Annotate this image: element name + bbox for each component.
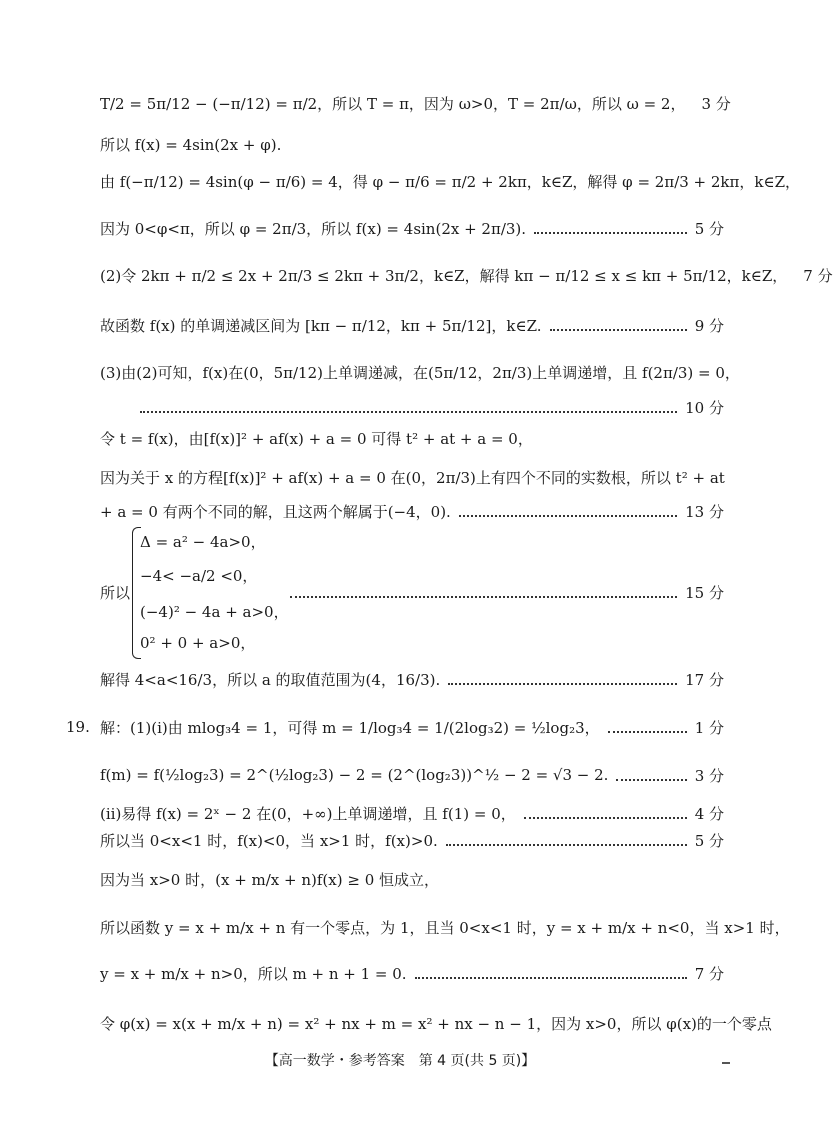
solution-line: + a = 0 有两个不同的解，且这两个解属于(−4，0). 13 分 (100, 502, 724, 521)
solution-line: 所以函数 y = x + m/x + n 有一个零点，为 1，且当 0<x<1 时，y = x + m/x + n<0，当 x>1 时， (100, 918, 790, 937)
system-condition: 0² + 0 + a>0， (140, 634, 256, 652)
corner-mark (722, 1062, 730, 1064)
score-mark: 10 分 (685, 398, 724, 417)
score-mark: 5 分 (694, 219, 724, 238)
leader-dots (524, 816, 687, 819)
solution-line: 所以 f(x) = 4sin(2x + φ). (100, 135, 282, 154)
solution-line: 因为当 x>0 时，(x + m/x + n)f(x) ≥ 0 恒成立， (100, 870, 440, 889)
leader-dots (459, 514, 677, 517)
solution-line: y = x + m/x + n>0，所以 m + n + 1 = 0. 7 分 (100, 964, 724, 983)
problem-number: 19. (66, 718, 90, 736)
solution-line: 因为 0<φ<π，所以 φ = 2π/3，所以 f(x) = 4sin(2x + 2π/3). 5 分 (100, 219, 724, 238)
solution-line: (ⅱ)易得 f(x) = 2ˣ − 2 在(0，+∞)上单调递增，且 f(1) = 0， 4 分 (100, 804, 724, 823)
system-condition: (−4)² − 4a + a>0， (140, 603, 289, 621)
score-mark: 3 分 (694, 766, 724, 785)
solution-line: 解得 4<a<16/3，所以 a 的取值范围为(4，16/3). 17 分 (100, 670, 724, 689)
score-mark: 7 分 (694, 964, 724, 983)
score-mark: 9 分 (694, 316, 724, 335)
leader-dots (415, 976, 687, 979)
score-mark: 15 分 (685, 583, 724, 602)
score-mark: 4 分 (694, 804, 724, 823)
leader-dots (140, 410, 677, 413)
score-mark: 17 分 (685, 670, 724, 689)
score-mark: 13 分 (685, 502, 724, 521)
solution-line: 令 t = f(x)，由[f(x)]² + af(x) + a = 0 可得 t² + at + a = 0， (100, 429, 533, 448)
solution-line: 因为关于 x 的方程[f(x)]² + af(x) + a = 0 在(0，2π/3)上有四个不同的实数根，所以 t² + at (100, 468, 725, 487)
leader-dots (616, 778, 686, 781)
leader-dots (290, 595, 677, 598)
leader-dots (608, 730, 687, 733)
solution-line: f(m) = f(½log₂3) = 2^(½log₂3) − 2 = (2^(log₂3))^½ − 2 = √3 − 2. 3 分 (100, 766, 724, 785)
solution-line: 令 φ(x) = x(x + m/x + n) = x² + nx + m = x² + nx − n − 1，因为 x>0，所以 φ(x)的一个零点 (100, 1014, 772, 1033)
solution-line: 所以当 0<x<1 时，f(x)<0，当 x>1 时，f(x)>0. 5 分 (100, 831, 724, 850)
page-footer: 【高一数学・参考答案 第 4 页(共 5 页)】 (264, 1053, 536, 1069)
leader-dots (448, 682, 677, 685)
solution-line: 解：(1)(ⅰ)由 mlog₃4 = 1，可得 m = 1/log₃4 = 1/(2log₃2) = ½log₂3， 1 分 (100, 718, 724, 737)
leader-dots (534, 231, 687, 234)
system-condition: Δ = a² − 4a>0， (140, 533, 266, 551)
solution-line: T/2 = 5π/12 − (−π/12) = π/2，所以 T = π，因为 ω>0，T = 2π/ω，所以 ω = 2， 3 分 (100, 94, 731, 113)
solution-line: 由 f(−π/12) = 4sin(φ − π/6) = 4，得 φ − π/6 = π/2 + 2kπ，k∈Z，解得 φ = 2π/3 + 2kπ，k∈Z， (100, 172, 800, 191)
leader-dots (550, 328, 687, 331)
score-mark: 7 分 (803, 266, 833, 285)
solution-line (100, 390, 724, 424)
solution-line: 所以 15 分 (100, 583, 724, 602)
score-mark: 5 分 (694, 831, 724, 850)
solution-line: 故函数 f(x) 的单调递减区间为 [kπ − π/12，kπ + 5π/12]，k∈Z. 9 分 (100, 316, 724, 335)
solution-line: (2)令 2kπ + π/2 ≤ 2x + 2π/3 ≤ 2kπ + 3π/2，k∈Z，解得 kπ − π/12 ≤ x ≤ kπ + 5π/12，k∈Z， 7 分 (100, 266, 833, 285)
score-mark: 1 分 (694, 718, 724, 737)
score-mark: 3 分 (701, 94, 731, 113)
leader-dots (446, 843, 687, 846)
solution-line: (3)由(2)可知，f(x)在(0，5π/12)上单调递减，在(5π/12，2π/3)上单调递增，且 f(2π/3) = 0， (100, 363, 740, 382)
system-condition: −4< −a/2 <0， (140, 567, 258, 585)
